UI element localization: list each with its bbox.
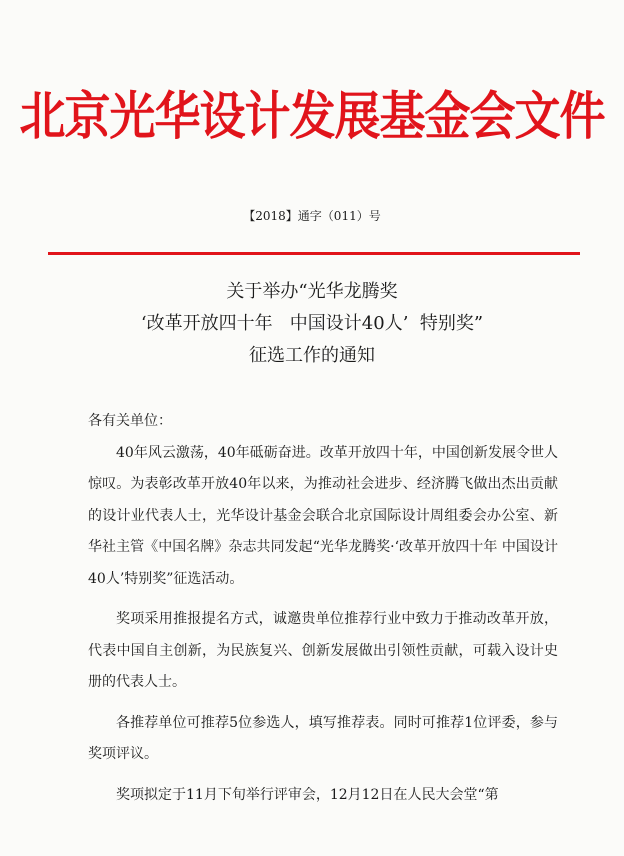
document-number: 【2018】通字（011）号 [243, 209, 381, 223]
document-header-title: 北京光华设计发展基金会文件 [19, 85, 605, 147]
paragraph-4: 奖项拟定于11月下旬举行评审会，12月12日在人民大会堂“第 [116, 786, 499, 803]
subject-line-3: 征选工作的通知 [249, 345, 375, 366]
header-divider [48, 252, 580, 255]
salutation: 各有关单位： [88, 413, 172, 429]
subject-line-2: ‘改革开放四十年 中国设计40人’ 特别奖” [140, 313, 484, 334]
subject-line-1: 关于举办“光华龙腾奖 [226, 281, 398, 302]
paragraph-3: 各推荐单位可推荐5位参选人，填写推荐表。同时可推荐1位评委，参与奖项评议。 [88, 714, 558, 762]
paragraph-1: 40年风云激荡，40年砥砺奋进。改革开放四十年，中国创新发展令世人惊叹。为表彰改革开放40年以来，为推动社会进步、经济腾飞做出杰出贡献的设计业代表人士，光华设计基金会联合北京国际设计周组委会办公室、新华社主管《中国名牌》杂志共同发起“光华龙腾奖·‘改革开放四十年 中国设计40人’特别奖”征选活动。 [88, 444, 558, 587]
notice-subject [0, 276, 624, 372]
notice-body [88, 406, 558, 811]
paragraph-2: 奖项采用推报提名方式，诚邀贵单位推荐行业中致力于推动改革开放，代表中国自主创新，为民族复兴、创新发展做出引领性贡献，可载入设计史册的代表人士。 [88, 611, 558, 690]
